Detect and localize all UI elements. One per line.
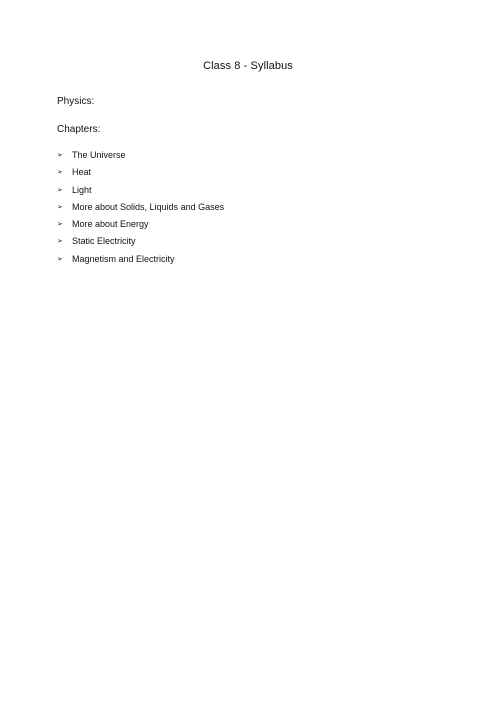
arrowhead-bullet-icon: ➢ (57, 237, 63, 246)
chapter-item (57, 165, 224, 182)
chapter-label: More about Solids, Liquids and Gases (72, 201, 225, 212)
arrowhead-bullet-icon: ➢ (57, 185, 63, 194)
chapter-label: Heat (72, 167, 92, 178)
chapter-item (57, 252, 224, 269)
arrowhead-bullet-icon: ➢ (57, 202, 63, 211)
chapter-list (57, 148, 224, 269)
chapter-label: Magnetism and Electricity (72, 253, 175, 264)
chapters-heading: Chapters: (57, 124, 101, 135)
chapter-label: Light (72, 184, 92, 195)
chapter-label: The Universe (72, 150, 126, 160)
arrowhead-bullet-icon: ➢ (57, 168, 63, 177)
chapter-item (57, 217, 224, 234)
arrowhead-bullet-icon: ➢ (57, 220, 63, 229)
chapter-label: More about Energy (72, 219, 149, 230)
chapter-item (57, 234, 224, 251)
chapter-item (57, 148, 224, 165)
arrowhead-bullet-icon: ➢ (57, 151, 63, 159)
chapter-item (57, 183, 224, 200)
subject-label: Physics: (57, 96, 95, 107)
chapter-label: Static Electricity (72, 236, 136, 247)
arrowhead-bullet-icon: ➢ (57, 254, 63, 263)
page-title-text: Class 8 - Syllabus (203, 60, 293, 72)
chapter-item (57, 200, 224, 217)
page-title (0, 60, 496, 72)
